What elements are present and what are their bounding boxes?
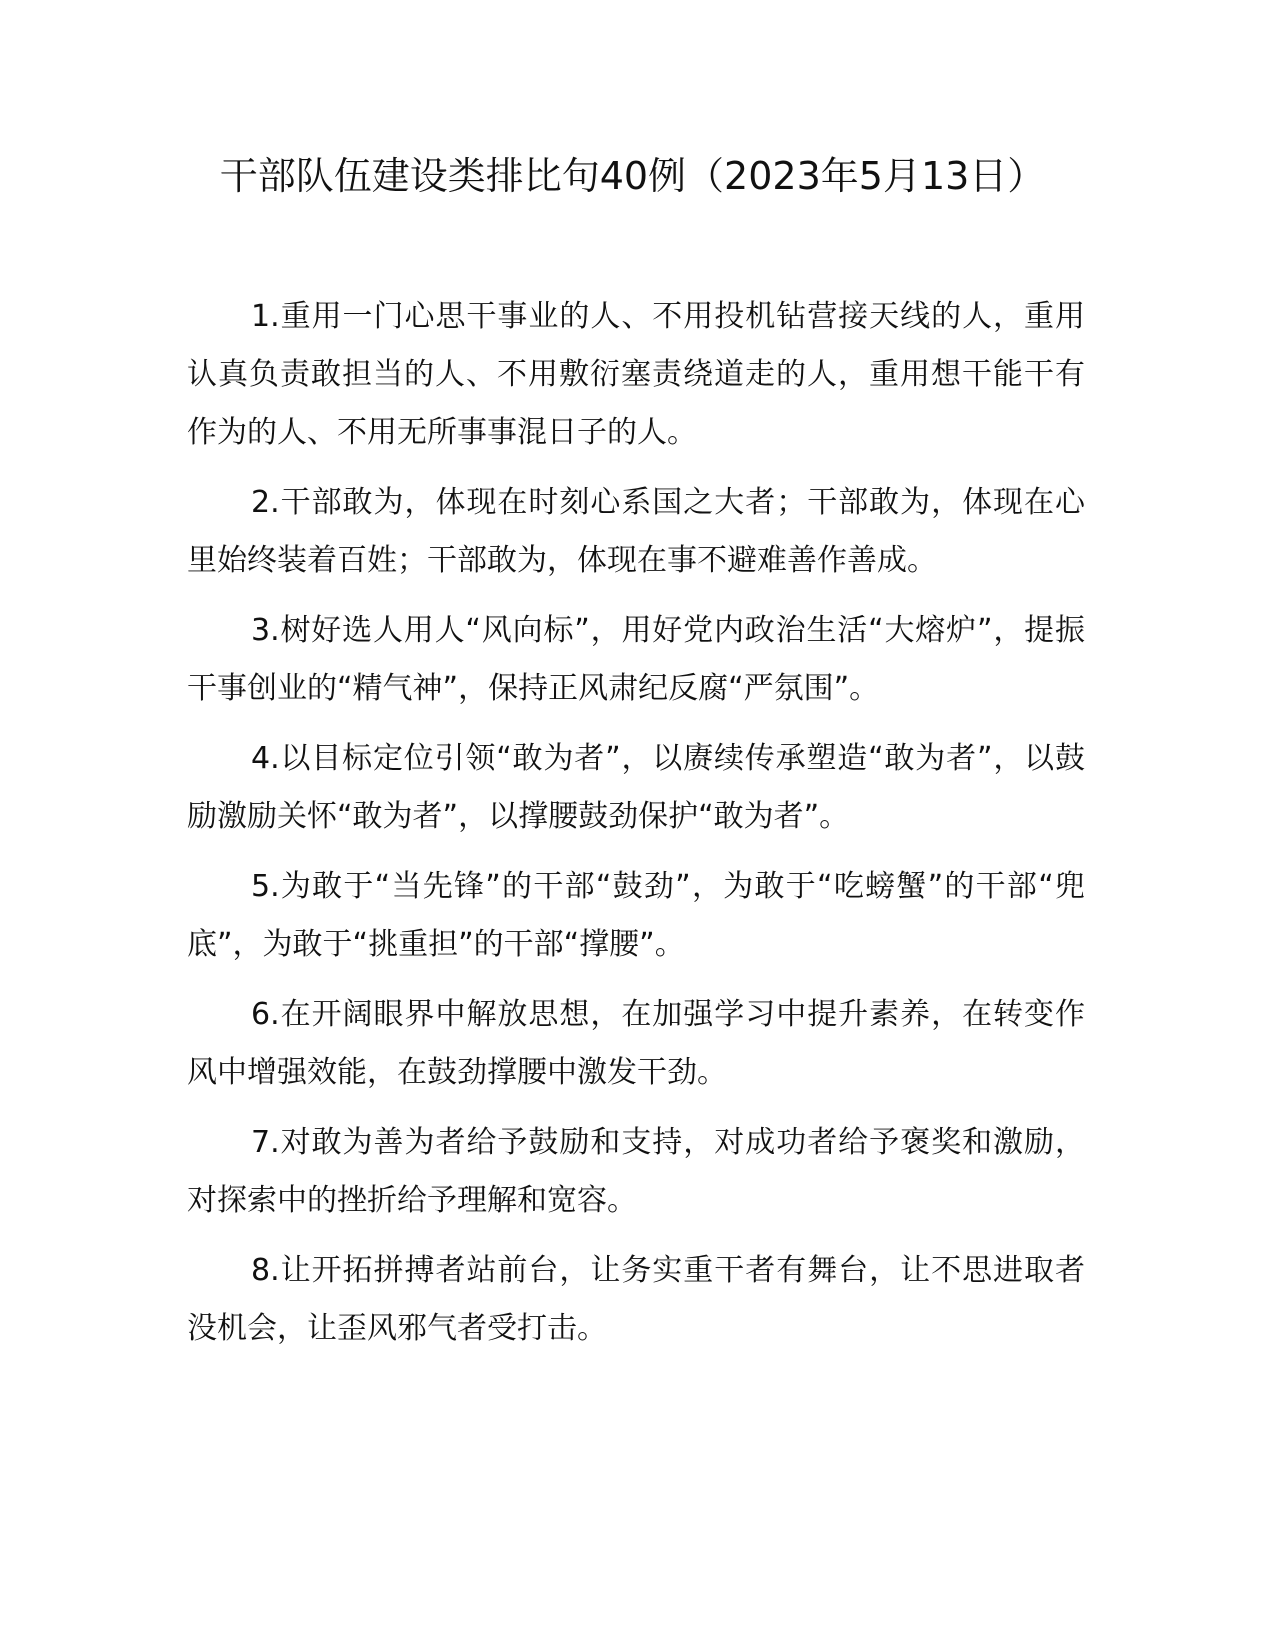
paragraph-2: 2.干部敢为，体现在时刻心系国之大者；干部敢为，体现在心里始终装着百姓；干部敢为，体现在事不避难善作善成。 [187, 485, 1085, 578]
paragraph-8: 8.让开拓拼搏者站前台，让务实重干者有舞台，让不思进取者没机会，让歪风邪气者受打击。 [187, 1253, 1085, 1346]
document-body [187, 288, 1085, 1370]
paragraph-1: 1.重用一门心思干事业的人、不用投机钻营接天线的人，重用认真负责敢担当的人、不用敷衍塞责绕道走的人，重用想干能干有作为的人、不用无所事事混日子的人。 [187, 299, 1085, 450]
paragraph-5: 5.为敢于“当先锋”的干部“鼓劲”，为敢于“吃螃蟹”的干部“兜底”，为敢于“挑重担”的干部“撑腰”。 [187, 869, 1085, 962]
paragraph-7: 7.对敢为善为者给予鼓励和支持，对成功者给予褒奖和激励，对探索中的挫折给予理解和宽容。 [187, 1125, 1085, 1218]
paragraph-3: 3.树好选人用人“风向标”，用好党内政治生活“大熔炉”，提振干事创业的“精气神”，保持正风肃纪反腐“严氛围”。 [187, 613, 1085, 706]
paragraph-6: 6.在开阔眼界中解放思想，在加强学习中提升素养，在转变作风中增强效能，在鼓劲撑腰中激发干劲。 [187, 997, 1085, 1090]
paragraph-4: 4.以目标定位引领“敢为者”，以赓续传承塑造“敢为者”，以鼓励激励关怀“敢为者”，以撑腰鼓劲保护“敢为者”。 [187, 741, 1085, 834]
document-title: 干部队伍建设类排比句40例（2023年5月13日） [219, 154, 1046, 198]
